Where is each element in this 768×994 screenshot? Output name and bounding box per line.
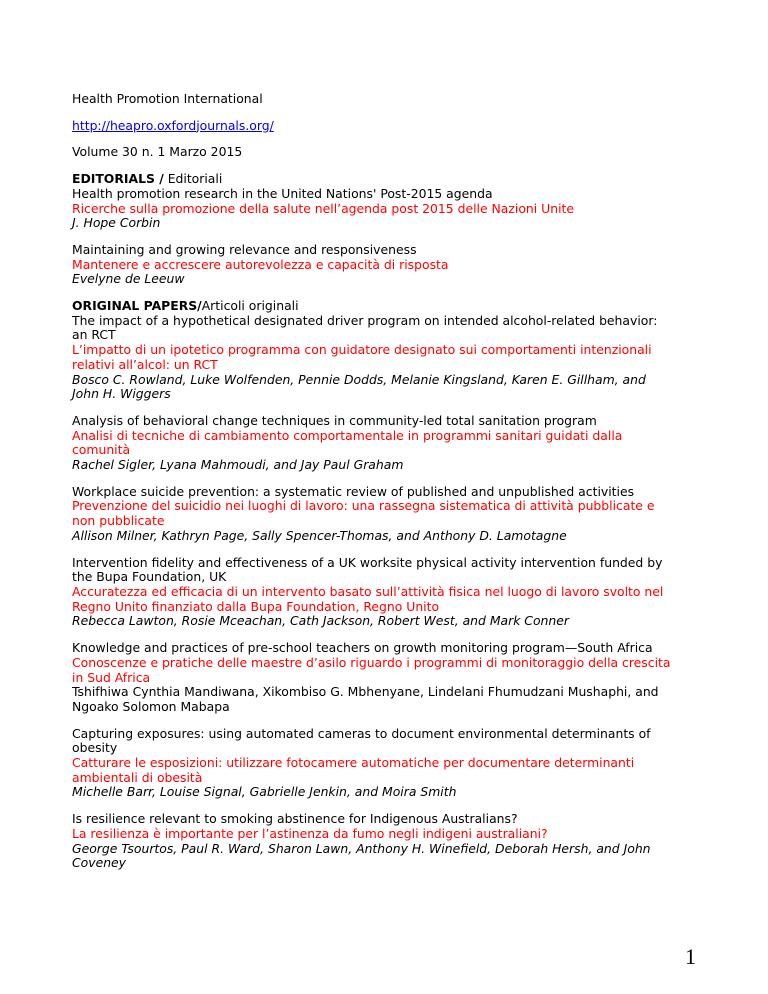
article-title: Health promotion research in the United Nations' Post-2015 agenda bbox=[72, 185, 493, 201]
article-entry bbox=[72, 243, 672, 287]
original-papers-section bbox=[72, 299, 672, 402]
article-authors: Michelle Barr, Louise Signal, Gabrielle Jenkin, and Moira Smith bbox=[72, 784, 457, 800]
article-translation: Accuratezza ed efficacia di un intervento basato sull’attività fisica nel luogo di lavoro svolto nel Regno Unito finanziato dalla Bupa Foundation, Regno Unito bbox=[72, 583, 664, 614]
article-entry bbox=[72, 727, 672, 801]
article-entry bbox=[72, 812, 672, 871]
article-translation: Ricerche sulla promozione della salute nell’agenda post 2015 delle Nazioni Unite bbox=[72, 200, 574, 216]
article-title: Intervention fidelity and effectiveness of a UK worksite physical activity intervention funded by the Bupa Foundation, UK bbox=[72, 554, 663, 585]
article-entry bbox=[72, 414, 672, 473]
article-authors: George Tsourtos, Paul R. Ward, Sharon Lawn, Anthony H. Winefield, Deborah Hersh, and John Coveney bbox=[72, 840, 651, 871]
journal-title: Health Promotion International bbox=[72, 91, 263, 106]
article-translation: Analisi di tecniche di cambiamento comportamentale in programmi sanitari guidati dalla comunità bbox=[72, 427, 623, 458]
article-title: Workplace suicide prevention: a systematic review of published and unpublished activities bbox=[72, 483, 635, 499]
article-translation: Conoscenze e pratiche delle maestre d’asilo riguardo i programmi di monitoraggio della crescita in Sud Africa bbox=[72, 654, 671, 685]
article-title: Analysis of behavioral change techniques in community-led total sanitation program bbox=[72, 412, 597, 428]
issue-info: Volume 30 n. 1 Marzo 2015 bbox=[72, 144, 243, 160]
document-body bbox=[72, 92, 672, 883]
article-title: Is resilience relevant to smoking abstinence for Indigenous Australians? bbox=[72, 811, 518, 827]
article-title: The impact of a hypothetical designated driver program on intended alcohol-related behavior: an RCT bbox=[72, 312, 658, 343]
article-translation: L’impatto di un ipotetico programma con guidatore designato sui comportamenti intenzionali relativi all’alcol: un RCT bbox=[72, 342, 652, 372]
article-authors: J. Hope Corbin bbox=[72, 215, 161, 231]
page-number: 1 bbox=[685, 944, 696, 969]
editorials-section bbox=[72, 172, 672, 231]
article-authors: Rachel Sigler, Lyana Mahmoudi, and Jay Paul Graham bbox=[72, 457, 404, 473]
article-authors: Allison Milner, Kathryn Page, Sally Spencer-Thomas, and Anthony D. Lamotagne bbox=[72, 527, 567, 543]
article-title: Maintaining and growing relevance and responsiveness bbox=[72, 241, 417, 257]
article-entry bbox=[72, 485, 672, 544]
article-translation: Mantenere e accrescere autorevolezza e capacità di risposta bbox=[72, 256, 449, 272]
article-title: Knowledge and practices of pre-school teachers on growth monitoring program—South Africa bbox=[72, 640, 653, 656]
article-authors: Tshifhiwa Cynthia Mandiwana, Xikombiso G. Mbhenyane, Lindelani Fhumudzani Mushaphi, and Ngoako Solomon Mabapa bbox=[72, 684, 659, 714]
article-authors: Evelyne de Leeuw bbox=[72, 271, 185, 287]
article-entry bbox=[72, 556, 672, 630]
editorials-heading: EDITORIALS / Editoriali bbox=[72, 171, 223, 187]
article-title: Capturing exposures: using automated cameras to document environmental determinants of obesity bbox=[72, 725, 651, 756]
article-translation: Catturare le esposizioni: utilizzare fotocamere automatiche per documentare determinanti ambientali di obesità bbox=[72, 755, 635, 785]
journal-url-line bbox=[72, 119, 672, 134]
journal-url-link[interactable]: http://heapro.oxfordjournals.org/ bbox=[72, 117, 274, 133]
article-entry bbox=[72, 641, 672, 715]
article-authors: Bosco C. Rowland, Luke Wolfenden, Pennie Dodds, Melanie Kingsland, Karen E. Gillham, and John H. Wiggers bbox=[72, 371, 646, 402]
article-translation: La resilienza è importante per l’astinenza da fumo negli indigeni australiani? bbox=[72, 825, 548, 841]
article-translation: Prevenzione del suicidio nei luoghi di lavoro: una rassegna sistematica di attività pubblicate e non pubblicate bbox=[72, 498, 655, 529]
original-papers-heading: ORIGINAL PAPERS/Articoli originali bbox=[72, 298, 299, 314]
article-authors: Rebecca Lawton, Rosie Mceachan, Cath Jackson, Robert West, and Mark Conner bbox=[72, 613, 569, 629]
